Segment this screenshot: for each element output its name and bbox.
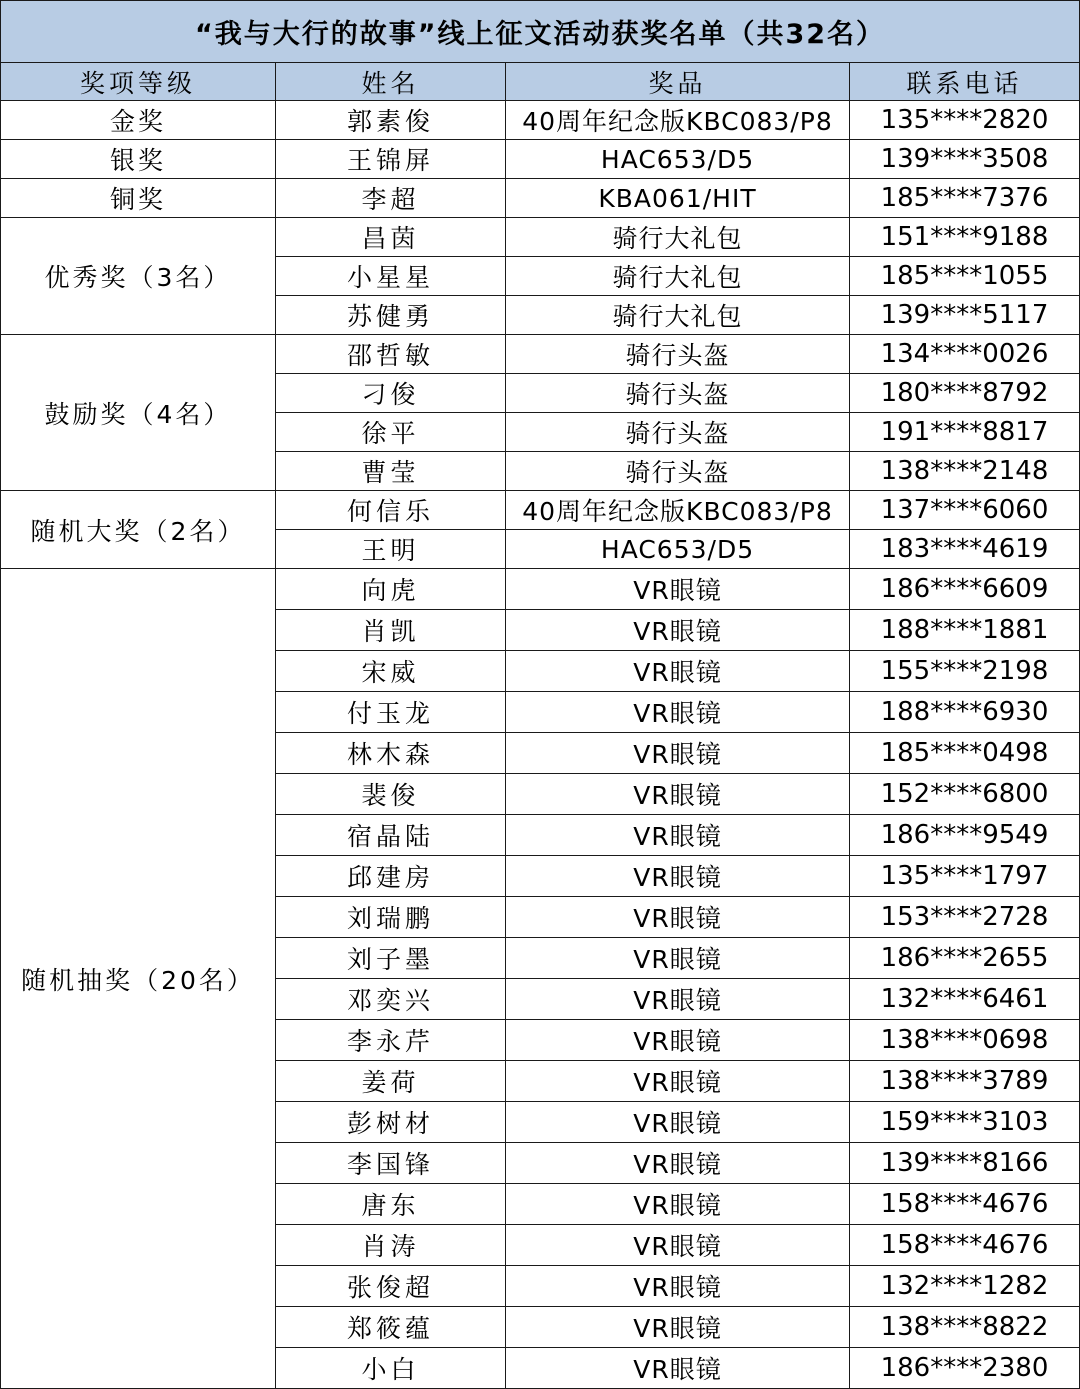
name-cell: 肖涛 <box>276 1225 506 1266</box>
table-row <box>1 491 1080 530</box>
prize-cell: VR眼镜 <box>506 1307 850 1348</box>
name-cell: 刘瑞鹏 <box>276 897 506 938</box>
phone-cell: 186****2380 <box>850 1348 1080 1389</box>
phone-cell: 186****9549 <box>850 815 1080 856</box>
prize-cell: VR眼镜 <box>506 774 850 815</box>
table-body <box>1 101 1080 1389</box>
phone-cell: 139****3508 <box>850 140 1080 179</box>
tier-cell: 银奖 <box>1 140 276 179</box>
phone-cell: 158****4676 <box>850 1184 1080 1225</box>
prize-cell: VR眼镜 <box>506 1143 850 1184</box>
tier-cell: 随机抽奖（20名） <box>1 569 276 1389</box>
phone-cell: 135****2820 <box>850 101 1080 140</box>
name-cell: 向虎 <box>276 569 506 610</box>
prize-cell: VR眼镜 <box>506 1102 850 1143</box>
prize-cell: VR眼镜 <box>506 979 850 1020</box>
phone-cell: 185****7376 <box>850 179 1080 218</box>
name-cell: 邵哲敏 <box>276 335 506 374</box>
tier-cell: 鼓励奖（4名） <box>1 335 276 491</box>
name-cell: 李永芹 <box>276 1020 506 1061</box>
name-cell: 宋威 <box>276 651 506 692</box>
table-row <box>1 218 1080 257</box>
table-title: “我与大行的故事”线上征文活动获奖名单（共32名） <box>1 1 1080 63</box>
tier-cell: 随机大奖（2名） <box>1 491 276 569</box>
name-cell: 小白 <box>276 1348 506 1389</box>
phone-cell: 186****2655 <box>850 938 1080 979</box>
prize-cell: 骑行大礼包 <box>506 218 850 257</box>
prize-cell: 骑行头盔 <box>506 452 850 491</box>
prize-cell: VR眼镜 <box>506 610 850 651</box>
phone-cell: 158****4676 <box>850 1225 1080 1266</box>
phone-cell: 159****3103 <box>850 1102 1080 1143</box>
phone-cell: 138****3789 <box>850 1061 1080 1102</box>
phone-cell: 138****0698 <box>850 1020 1080 1061</box>
prize-cell: VR眼镜 <box>506 1348 850 1389</box>
prize-cell: 骑行头盔 <box>506 374 850 413</box>
table-row <box>1 140 1080 179</box>
prize-cell: VR眼镜 <box>506 1225 850 1266</box>
prize-cell: VR眼镜 <box>506 815 850 856</box>
prize-cell: VR眼镜 <box>506 856 850 897</box>
prize-cell: VR眼镜 <box>506 692 850 733</box>
phone-cell: 132****1282 <box>850 1266 1080 1307</box>
phone-cell: 188****6930 <box>850 692 1080 733</box>
table-row <box>1 335 1080 374</box>
phone-cell: 132****6461 <box>850 979 1080 1020</box>
prize-cell: KBA061/HIT <box>506 179 850 218</box>
prize-cell: VR眼镜 <box>506 897 850 938</box>
name-cell: 曹莹 <box>276 452 506 491</box>
name-cell: 何信乐 <box>276 491 506 530</box>
phone-cell: 155****2198 <box>850 651 1080 692</box>
phone-cell: 138****2148 <box>850 452 1080 491</box>
phone-cell: 152****6800 <box>850 774 1080 815</box>
name-cell: 林木森 <box>276 733 506 774</box>
tier-cell: 金奖 <box>1 101 276 140</box>
phone-cell: 139****5117 <box>850 296 1080 335</box>
name-cell: 刁俊 <box>276 374 506 413</box>
header-row <box>1 63 1080 101</box>
name-cell: 小星星 <box>276 257 506 296</box>
prize-cell: VR眼镜 <box>506 733 850 774</box>
name-cell: 王锦屏 <box>276 140 506 179</box>
name-cell: 徐平 <box>276 413 506 452</box>
prize-cell: 骑行大礼包 <box>506 257 850 296</box>
phone-cell: 185****1055 <box>850 257 1080 296</box>
name-cell: 邓奕兴 <box>276 979 506 1020</box>
name-cell: 郑筱蕴 <box>276 1307 506 1348</box>
header-prize: 奖品 <box>506 63 850 101</box>
phone-cell: 138****8822 <box>850 1307 1080 1348</box>
name-cell: 彭树材 <box>276 1102 506 1143</box>
name-cell: 邱建房 <box>276 856 506 897</box>
phone-cell: 180****8792 <box>850 374 1080 413</box>
name-cell: 苏健勇 <box>276 296 506 335</box>
title-row <box>1 1 1080 63</box>
prize-cell: VR眼镜 <box>506 938 850 979</box>
prize-cell: 骑行大礼包 <box>506 296 850 335</box>
prize-cell: 40周年纪念版KBC083/P8 <box>506 101 850 140</box>
name-cell: 王明 <box>276 530 506 569</box>
table-row <box>1 101 1080 140</box>
prize-cell: HAC653/D5 <box>506 530 850 569</box>
prize-cell: VR眼镜 <box>506 651 850 692</box>
name-cell: 李国锋 <box>276 1143 506 1184</box>
phone-cell: 188****1881 <box>850 610 1080 651</box>
name-cell: 肖凯 <box>276 610 506 651</box>
table-row <box>1 179 1080 218</box>
prize-cell: 骑行头盔 <box>506 413 850 452</box>
prize-cell: VR眼镜 <box>506 1061 850 1102</box>
name-cell: 裴俊 <box>276 774 506 815</box>
prize-cell: VR眼镜 <box>506 1020 850 1061</box>
prize-cell: 骑行头盔 <box>506 335 850 374</box>
header-phone: 联系电话 <box>850 63 1080 101</box>
name-cell: 刘子墨 <box>276 938 506 979</box>
name-cell: 付玉龙 <box>276 692 506 733</box>
name-cell: 唐东 <box>276 1184 506 1225</box>
name-cell: 张俊超 <box>276 1266 506 1307</box>
phone-cell: 191****8817 <box>850 413 1080 452</box>
tier-cell: 优秀奖（3名） <box>1 218 276 335</box>
phone-cell: 137****6060 <box>850 491 1080 530</box>
prize-cell: VR眼镜 <box>506 569 850 610</box>
name-cell: 昌茵 <box>276 218 506 257</box>
phone-cell: 183****4619 <box>850 530 1080 569</box>
phone-cell: 186****6609 <box>850 569 1080 610</box>
name-cell: 李超 <box>276 179 506 218</box>
prize-cell: VR眼镜 <box>506 1184 850 1225</box>
header-tier: 奖项等级 <box>1 63 276 101</box>
name-cell: 郭素俊 <box>276 101 506 140</box>
phone-cell: 135****1797 <box>850 856 1080 897</box>
table-row <box>1 569 1080 610</box>
phone-cell: 134****0026 <box>850 335 1080 374</box>
name-cell: 姜荷 <box>276 1061 506 1102</box>
phone-cell: 153****2728 <box>850 897 1080 938</box>
prize-cell: 40周年纪念版KBC083/P8 <box>506 491 850 530</box>
phone-cell: 185****0498 <box>850 733 1080 774</box>
phone-cell: 151****9188 <box>850 218 1080 257</box>
header-name: 姓名 <box>276 63 506 101</box>
name-cell: 宿晶陆 <box>276 815 506 856</box>
phone-cell: 139****8166 <box>850 1143 1080 1184</box>
prize-cell: HAC653/D5 <box>506 140 850 179</box>
prize-cell: VR眼镜 <box>506 1266 850 1307</box>
tier-cell: 铜奖 <box>1 179 276 218</box>
